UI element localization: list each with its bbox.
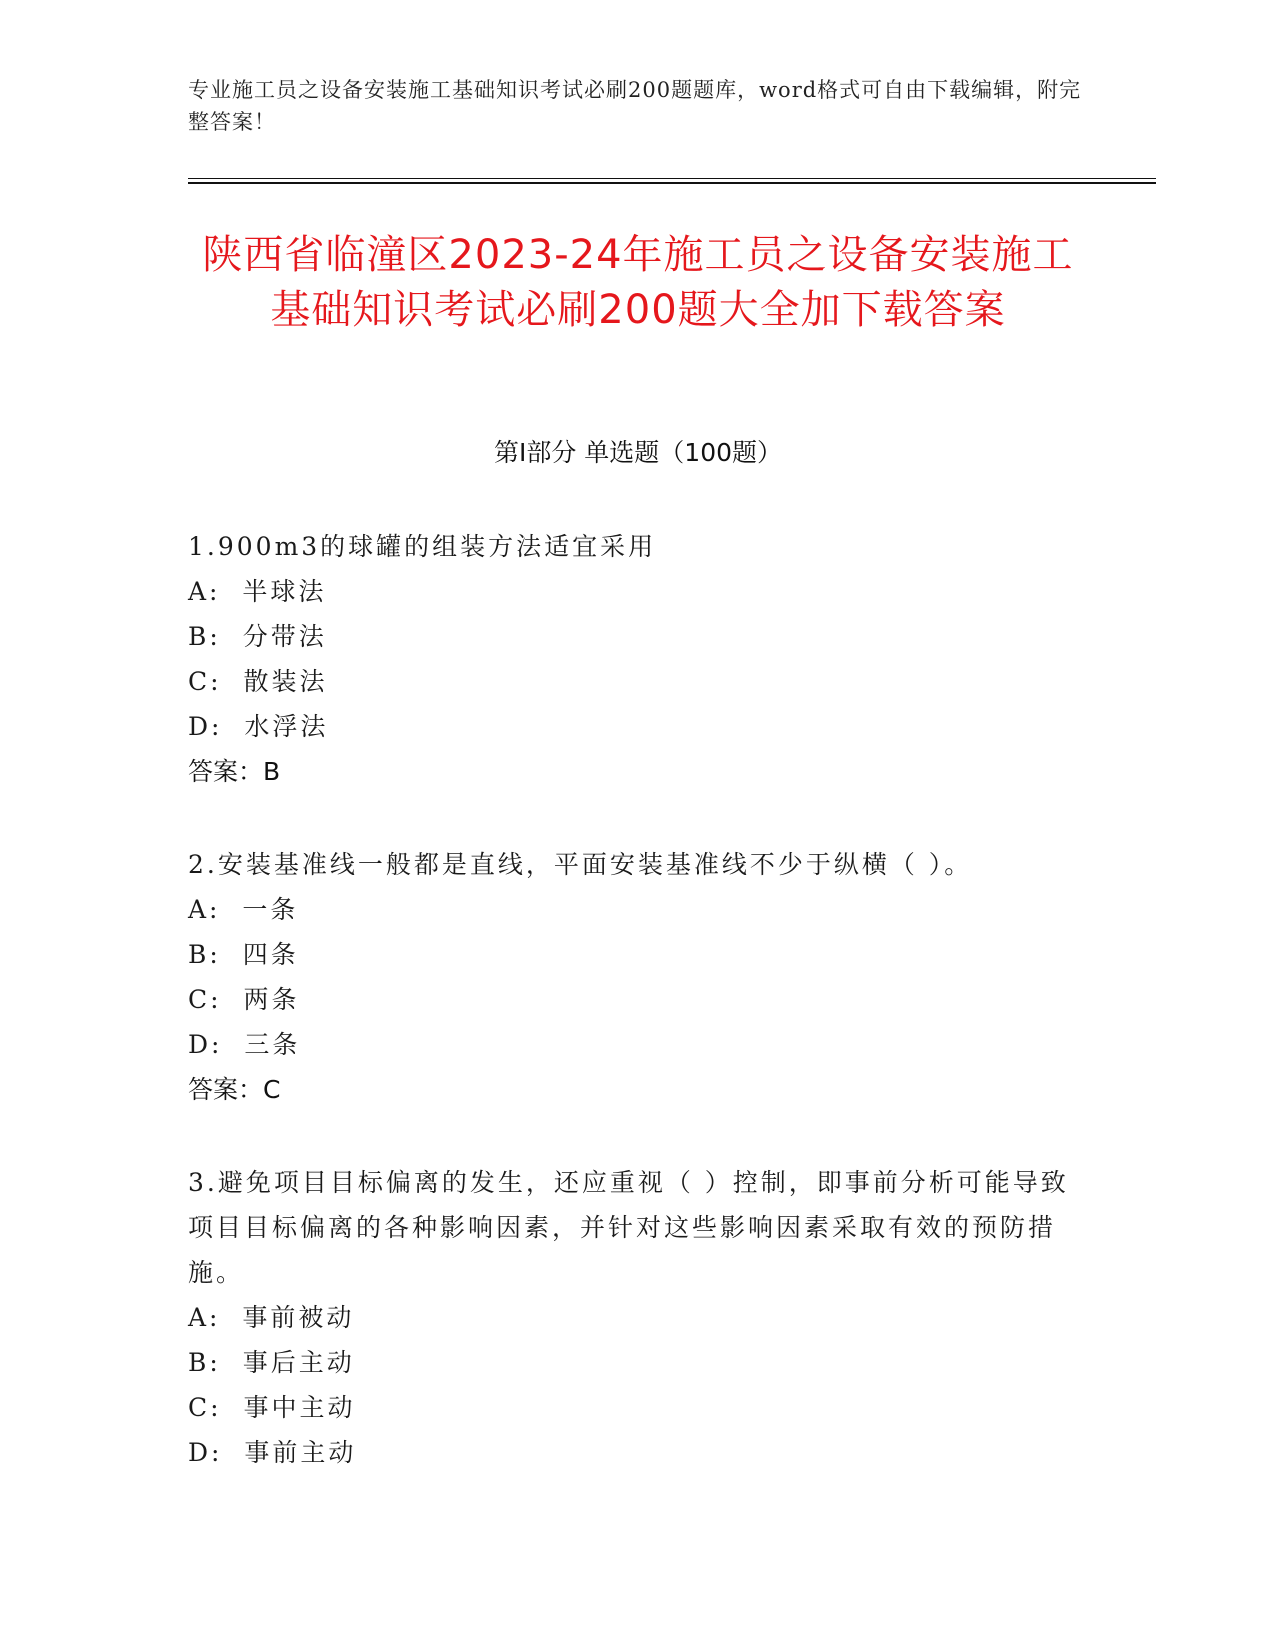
option-d: D: 水浮法 bbox=[188, 712, 329, 741]
answer: 答案：C bbox=[188, 1075, 281, 1104]
option-d: D: 三条 bbox=[188, 1030, 301, 1059]
answer: 答案：B bbox=[188, 757, 281, 786]
option-b: B: 四条 bbox=[188, 940, 299, 969]
header-note: 专业施工员之设备安装施工基础知识考试必刷200题题库，word格式可自由下载编辑，附完整答案！ bbox=[188, 78, 1082, 134]
question-1 bbox=[188, 524, 1088, 794]
header-divider-thin bbox=[188, 178, 1156, 179]
option-d: D: 事前主动 bbox=[188, 1438, 357, 1467]
section-title: 第I部分 单选题（100题） bbox=[493, 438, 783, 467]
question-2 bbox=[188, 842, 1088, 1112]
question-stem: 3.避免项目目标偏离的发生，还应重视（ ）控制，即事前分析可能导致项目目标偏离的各种影响因素，并针对这些影响因素采取有效的预防措施。 bbox=[188, 1168, 1069, 1287]
option-c: C: 两条 bbox=[188, 985, 300, 1014]
question-stem: 2.安装基准线一般都是直线，平面安装基准线不少于纵横（ ）。 bbox=[188, 850, 973, 879]
option-a: A: 一条 bbox=[188, 895, 299, 924]
option-c: C: 事中主动 bbox=[188, 1393, 356, 1422]
option-c: C: 散装法 bbox=[188, 667, 328, 696]
option-b: B: 事后主动 bbox=[188, 1348, 355, 1377]
option-b: B: 分带法 bbox=[188, 622, 327, 651]
option-a: A: 事前被动 bbox=[188, 1303, 355, 1332]
option-a: A: 半球法 bbox=[188, 577, 327, 606]
document-title: 陕西省临潼区2023-24年施工员之设备安装施工基础知识考试必刷200题大全加下载答案 bbox=[202, 232, 1074, 333]
question-3 bbox=[188, 1160, 1088, 1475]
question-stem: 1.900m3的球罐的组装方法适宜采用 bbox=[188, 532, 657, 561]
header-divider-thick bbox=[188, 182, 1156, 184]
